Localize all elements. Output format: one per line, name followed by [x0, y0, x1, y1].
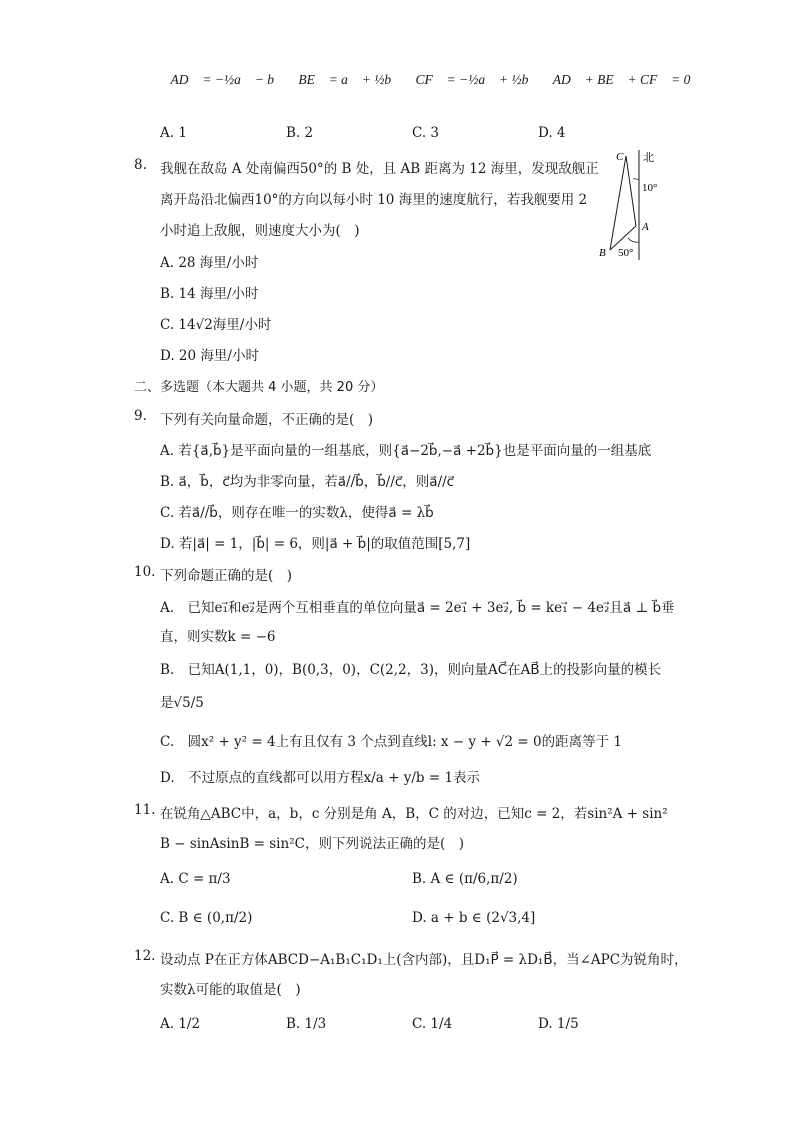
q8-option-d: D. 20 海里/小时 [160, 348, 259, 364]
q8-stem-line-1: 我舰在敌岛 A 处南偏西50°的 B 处，且 AB 距离为 12 海里，发现敌舰正 [160, 161, 599, 177]
q7-option-d: D. 4 [538, 125, 566, 141]
q12-option-a: A. 1/2 [160, 1016, 201, 1032]
label-10-degrees: 10° [642, 182, 658, 194]
q7-statements: ①AD⃗ = −½a⃗ − b⃗ ②BE⃗ = a⃗ + ½b⃗ ③CF⃗ = −½a⃗ + ½b⃗ ④AD⃗ + BE⃗ + CF⃗ = 0⃗ [160, 72, 701, 87]
q10-option-b-line-1: B. 已知A(1,1，0)，B(0,3，0)，C(2,2，3)，则向量AC⃗在AB⃗上的投影向量的模长 [160, 662, 662, 678]
q10-stem: 下列命题正确的是( ) [160, 568, 293, 584]
q9-option-d: D. 若|a⃗| = 1，|b⃗| = 6，则|a⃗ + b⃗|的取值范围[5,7] [160, 536, 471, 552]
q10-option-c: C. 圆x² + y² = 4上有且仅有 3 个点到直线l: x − y + √2 = 0的距离等于 1 [160, 734, 622, 750]
q10-option-a-line-1: A. 已知e₁⃗和e₂⃗是两个互相垂直的单位向量a⃗ = 2e₁⃗ + 3e₂⃗, b⃗ = ke₁⃗ − 4e₂⃗且a⃗ ⊥ b⃗垂 [160, 600, 675, 616]
q8-stem-line-3: 小时追上敌舰，则速度大小为( ) [160, 223, 360, 239]
q8-option-c: C. 14√2海里/小时 [160, 317, 272, 333]
q10-option-d: D. 不过原点的直线都可以用方程x/a + y/b = 1表示 [160, 770, 481, 786]
q12-stem-line-1: 设动点 P在正方体ABCD−A₁B₁C₁D₁上(含内部)，且D₁P⃗ = λD₁B⃗，当∠APC为锐角时， [160, 952, 688, 968]
label-50-degrees: 50° [618, 247, 634, 259]
label-a: A [642, 221, 649, 233]
q9-option-a: A. 若{a⃗,b⃗}是平面向量的一组基底，则{a⃗−2b⃗,−a⃗ +2b⃗}也是平面向量的一组基底 [160, 443, 652, 459]
section-heading: 二、多选题（本大题共 4 小题，共 20 分） [134, 380, 384, 395]
label-c: C [616, 151, 624, 163]
q8-stem-line-2: 离开岛沿北偏西10°的方向以每小时 10 海里的速度航行，若我舰要用 2 [160, 192, 588, 208]
q8-navigation-figure [596, 146, 666, 264]
q11-stem-line-2: B − sinAsinB = sin²C，则下列说法正确的是( ) [160, 836, 464, 852]
q8-option-b: B. 14 海里/小时 [160, 286, 259, 302]
q12-option-b: B. 1/3 [286, 1016, 327, 1032]
q11-option-a: A. C = π/3 [160, 871, 231, 887]
angle-10-arc [633, 179, 639, 180]
q11-number: 11. [134, 802, 156, 818]
label-b: B [599, 247, 606, 259]
q8-number: 8. [134, 157, 147, 173]
q11-stem-line-1: 在锐角△ABC中，a，b，c 分别是角 A，B，C 的对边，已知c = 2，若sin²A + sin² [160, 806, 668, 822]
q10-option-a-line-2: 直，则实数k = −6 [160, 629, 276, 645]
q9-stem: 下列有关向量命题，不正确的是( ) [160, 412, 374, 428]
label-north: 北 [643, 152, 654, 164]
q11-option-b: B. A ∈ (π/6,π/2) [412, 871, 518, 887]
q9-option-c: C. 若a⃗//b⃗，则存在唯一的实数λ，使得a⃗ = λb⃗ [160, 505, 434, 521]
q10-number: 10. [134, 564, 156, 580]
q9-option-b: B. a⃗，b⃗，c⃗均为非零向量，若a⃗//b⃗，b⃗//c⃗，则a⃗//c⃗ [160, 474, 455, 490]
angle-50-arc [628, 238, 639, 242]
q7-option-c: C. 3 [412, 125, 440, 141]
q11-option-c: C. B ∈ (0,π/2) [160, 910, 253, 926]
q11-option-d: D. a + b ∈ (2√3,4] [412, 910, 536, 926]
q12-number: 12. [134, 948, 156, 964]
q7-option-b: B. 2 [286, 125, 314, 141]
q12-stem-line-2: 实数λ可能的取值是( ) [160, 982, 301, 998]
q12-option-d: D. 1/5 [538, 1016, 579, 1032]
q9-number: 9. [134, 408, 147, 424]
line-ca [626, 156, 636, 226]
q10-option-b-line-2: 是√5/5 [160, 695, 204, 711]
q7-option-a: A. 1 [160, 125, 187, 141]
q12-option-c: C. 1/4 [412, 1016, 453, 1032]
line-bc [610, 156, 626, 250]
q8-option-a: A. 28 海里/小时 [160, 255, 259, 271]
